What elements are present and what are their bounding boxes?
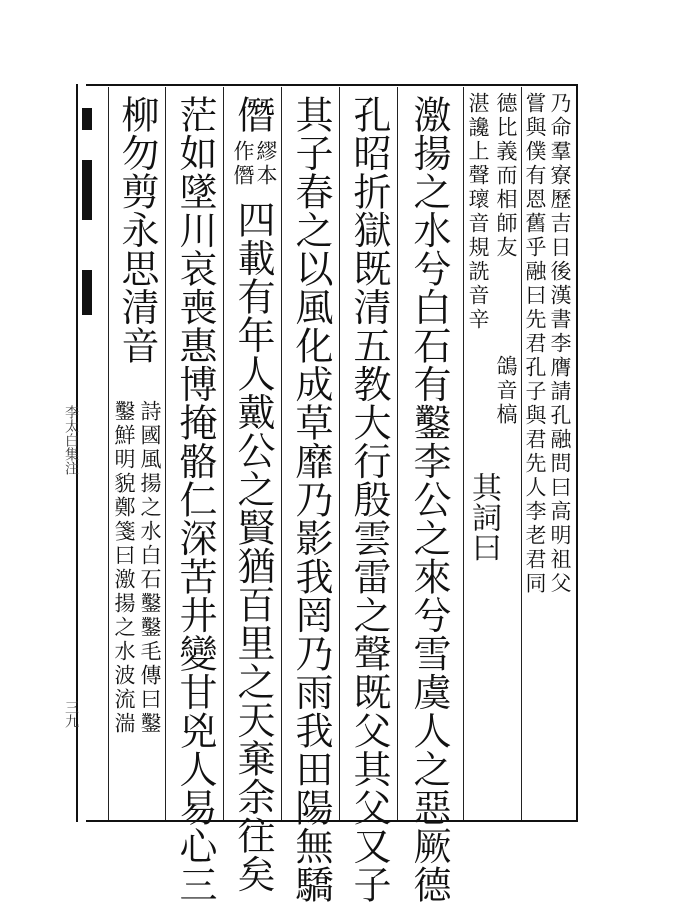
- column-rule: [397, 87, 398, 820]
- column-rule: [281, 87, 282, 820]
- commentary-line: 鑿鮮明貌鄭箋曰激揚之水波流湍: [112, 400, 136, 736]
- annotation-line: 德比義而相師友: [494, 92, 518, 260]
- fish-tail-mark: [82, 108, 92, 130]
- annotation-line: 乃命羣寮歷吉日後漢書李膺請孔融問曰高明祖父: [548, 92, 572, 596]
- column-rule: [165, 87, 166, 820]
- main-text-column: 其子春之以風化成草靡乃影我罔乃雨我田陽無驕: [289, 95, 333, 904]
- commentary-line: 詩國風揚之水白石鑿鑿毛傳曰鑿: [138, 400, 162, 736]
- inline-note: 繆本: [254, 140, 278, 188]
- margin-title: 李太白集注: [63, 405, 79, 475]
- main-text-column: 激揚之水兮白石有鑿李公之來兮雪虞人之惡厥德: [407, 95, 451, 904]
- column-rule: [223, 87, 224, 820]
- fish-tail-mark: [82, 270, 92, 315]
- column-rule: [463, 87, 464, 820]
- inline-note: 作僭: [231, 140, 255, 188]
- column-rule: [521, 87, 522, 820]
- column-rule: [108, 87, 109, 820]
- main-text-column: 四載有年人戴公之賢猶百里之天棄余往矣: [231, 200, 275, 893]
- heading-text: 其詞曰: [466, 472, 501, 562]
- annotation-line: 嘗與僕有恩舊乎融曰先君孔子與君先人李老君同: [523, 92, 547, 596]
- main-text-column: 茫如墜川哀喪惠博掩骼仁深苦井變甘兇人易心三: [173, 95, 217, 904]
- fish-tail-mark: [82, 160, 92, 220]
- main-text-column: 僭: [231, 95, 275, 134]
- main-text-column: 柳勿剪永思清音: [115, 95, 159, 365]
- main-text-column: 孔昭折獄既清五教大行殷雲雷之聲既父其父又子: [347, 95, 391, 904]
- annotation-line: 湛讒上聲瓌音規詵音辛: [466, 92, 490, 332]
- column-rule: [339, 87, 340, 820]
- folio-number: 三九: [63, 700, 79, 728]
- annotation-line: 鴿音槁: [494, 355, 518, 427]
